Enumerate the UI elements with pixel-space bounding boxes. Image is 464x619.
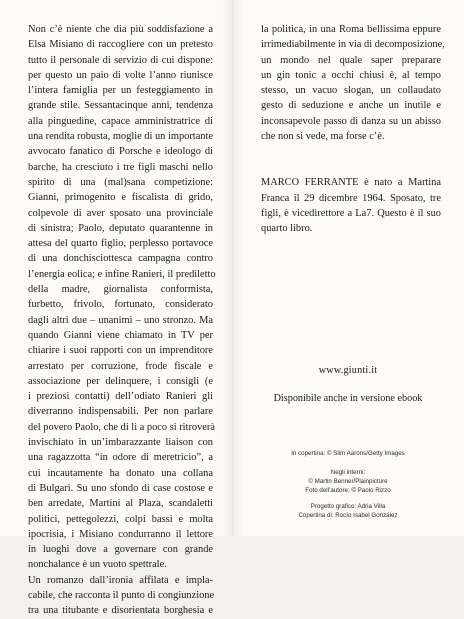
text-line: ben arredate, Martini al Plaza, scandaletti [28, 498, 213, 510]
text-line: Gianni, primogenito e fiscalista di grido, [28, 192, 213, 204]
text-line: associazione per delinquere, i consigli (e [28, 375, 213, 387]
design-credits [232, 502, 464, 520]
text-line: tra una titubante e disorientata borghesia e [28, 605, 213, 617]
text-line: alla pinguedine, capace amministratrice di [28, 115, 213, 127]
text-line: per questo un paio di volte l’anno riunisce [28, 69, 213, 81]
text-line: che non si vede, ma forse c’è. [261, 131, 385, 143]
text-line: invischiato in un’imbarazzante liaison con [28, 437, 213, 449]
text-line: una ragazzotta “in odore di meretricio”, a [28, 452, 213, 464]
right-flap-page [232, 0, 464, 536]
author-photo-credit: Foto dell’autore: © Paolo Rizzo [305, 487, 391, 494]
author-bio [261, 175, 441, 236]
text-line: Non c’è niente che dia più soddisfazione a [28, 24, 213, 35]
text-line: di sinistra; Paolo, deputato quarantenne in [28, 222, 213, 234]
text-line: l’energia eolica; e infine Ranieri, il prediletto [28, 268, 216, 280]
text-line: dagli altri due – unanimi – uno stronzo. Ma [28, 314, 213, 326]
text-line: nonchalance è un vuoto spettrale. [28, 559, 167, 571]
synopsis-continuation [261, 22, 445, 144]
text-line: attesa del quarto figlio, perplesso portavoce [28, 238, 213, 250]
text-line: cui incautamente ha donato una collana [28, 467, 213, 479]
text-line: Un romanzo dall’ironia affilata e impla- [28, 574, 213, 586]
text-line: in luoghi dove a governare con grande [28, 544, 213, 556]
text-line: della madre, giornalista conformista, [28, 284, 213, 296]
synopsis-text [28, 22, 216, 619]
right-flap-text [261, 22, 445, 237]
text-line: furbetto, frivolo, fortunato, considerato [28, 299, 213, 311]
cover-credit-line: In copertina: © Slim Aarons/Getty Images [291, 450, 405, 457]
text-line: MARCO FERRANTE è nato a Martina [261, 177, 441, 189]
text-line: quando Gianni viene chiamato in TV per [28, 329, 213, 341]
text-line: i preziosi contatti) dell’odiato Ranieri gli [28, 391, 213, 403]
text-line: colpevole di aver sposato una provinciale [28, 207, 213, 219]
text-line: figli, è vicedirettore a La7. Questo è il suo [261, 207, 441, 219]
text-line: Elsa Misiano di raccogliere con un pretesto [28, 39, 213, 51]
text-line: ipocrisia, i Misiano condurranno il lettore [28, 528, 213, 540]
text-line: spirito di una (mal)sana competizione: [28, 176, 213, 188]
text-line: avvocato fanatico di Porsche e ideologo di [28, 146, 213, 158]
text-line: Franca il 29 dicembre 1964. Sposato, tre [261, 192, 441, 204]
text-line: un mondo nel quale saper preparare [261, 54, 441, 66]
text-line: l’intera famiglia per un festeggiamento in [28, 85, 213, 97]
text-line: chiarire i suoi rapporti con un imprenditore [28, 345, 213, 357]
interior-credit-heading: Negli interni: [330, 469, 366, 476]
graphic-design-credit: Progetto grafico: Adria Villa [310, 503, 386, 510]
text-line: stesso, un vacuo slogan, un collaudato [261, 85, 441, 97]
text-line: di una donchisciottesca campagna contro [28, 253, 213, 265]
text-line: un gin tonic a occhi chiusi è, al tempo [261, 69, 441, 81]
text-line: la politica, in una Roma bellissima eppure [261, 24, 441, 35]
cover-photo-credit [232, 449, 464, 458]
text-line: una rendita robusta, moglie di un importante [28, 131, 213, 143]
ebook-availability-note: Disponibile anche in versione ebook [273, 393, 423, 404]
text-line: cabile, che racconta il punto di congiunzione [28, 589, 215, 601]
text-line: grande stile. Sessantacinque anni, tendenza [28, 100, 213, 112]
text-line: arrestato per corruzione, frode fiscale e [28, 360, 213, 372]
text-line: politici, pettegolezzi, colpi bassi e molta [28, 513, 213, 525]
text-line: barche, ha cresciuto i tre figli maschi nello [28, 161, 213, 173]
text-line: inconsapevole passo di danza su un abisso [261, 115, 441, 127]
interior-photo-credits [232, 468, 464, 495]
text-line: tutto il personale di servizio di cui dispone: [28, 54, 213, 66]
text-line: irrimediabilmente in via di decomposizione, [261, 39, 445, 51]
text-line: quarto libro. [261, 223, 313, 235]
interior-credit-line: © Martin Benner/Plainpicture [308, 478, 388, 485]
text-line: del povero Paolo, che di lì a poco si ritroverà [28, 421, 215, 433]
text-line: di Bulgari. Su uno sfondo di case costose e [28, 482, 213, 494]
cover-design-credit: Copertina di: Rocío Isabel González [298, 512, 398, 519]
text-line: diverranno indispensabili. Per non parlare [28, 406, 213, 418]
text-line: gesto di seduzione e anche un inutile e [261, 100, 441, 112]
publisher-website[interactable]: www.giunti.it [318, 365, 378, 376]
